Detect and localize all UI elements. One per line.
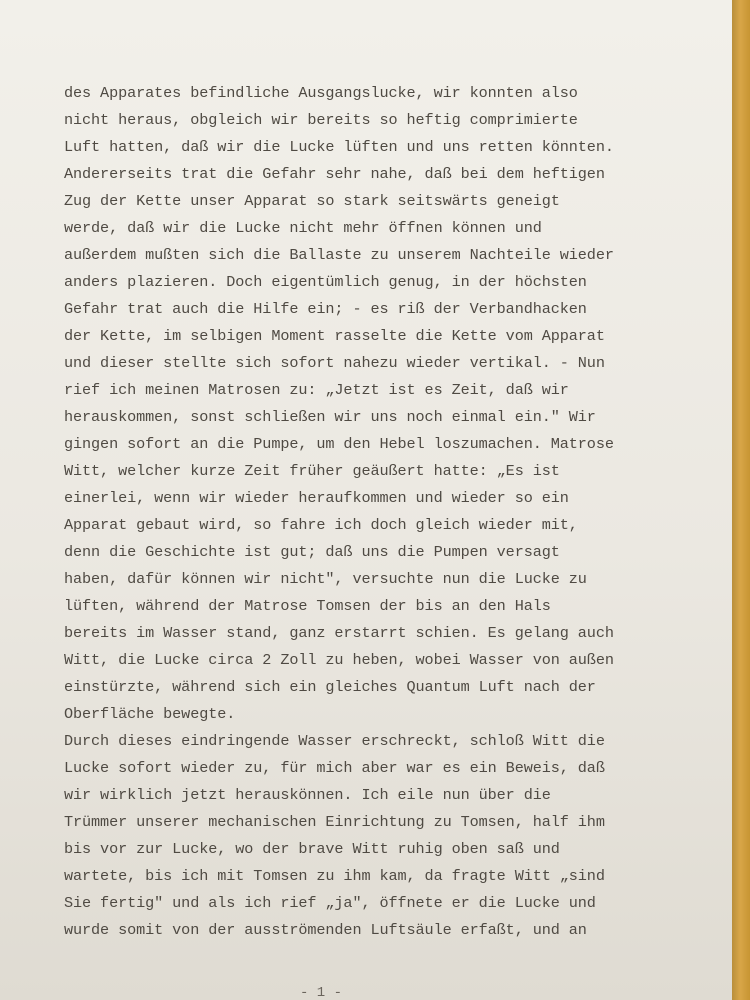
text-line: lüften, während der Matrose Tomsen der bis an den Hals <box>64 597 551 615</box>
text-line: bereits im Wasser stand, ganz erstarrt schien. Es gelang auch <box>64 624 614 642</box>
text-line: außerdem mußten sich die Ballaste zu unserem Nachteile wieder <box>64 246 614 264</box>
text-line: denn die Geschichte ist gut; daß uns die Pumpen versagt <box>64 543 560 561</box>
text-line: nicht heraus, obgleich wir bereits so heftig comprimierte <box>64 111 578 129</box>
text-line: des Apparates befindliche Ausgangslucke, wir konnten also <box>64 84 578 102</box>
text-line: Trümmer unserer mechanischen Einrichtung zu Tomsen, half ihm <box>64 813 605 831</box>
text-line: wartete, bis ich mit Tomsen zu ihm kam, da fragte Witt „sind <box>64 867 605 885</box>
typed-text-body <box>64 80 724 944</box>
text-line: Luft hatten, daß wir die Lucke lüften und uns retten könnten. <box>64 138 614 156</box>
text-line: Lucke sofort wieder zu, für mich aber war es ein Beweis, daß <box>64 759 605 777</box>
text-line: Andererseits trat die Gefahr sehr nahe, daß bei dem heftigen <box>64 165 605 183</box>
text-line: wir wirklich jetzt herauskönnen. Ich eile nun über die <box>64 786 551 804</box>
text-line: und dieser stellte sich sofort nahezu wieder vertikal. - Nun <box>64 354 605 372</box>
text-line: Witt, welcher kurze Zeit früher geäußert hatte: „Es ist <box>64 462 560 480</box>
text-line: Sie fertig" und als ich rief „ja", öffnete er die Lucke und <box>64 894 596 912</box>
text-line: bis vor zur Lucke, wo der brave Witt ruhig oben saß und <box>64 840 560 858</box>
text-line: wurde somit von der ausströmenden Luftsäule erfaßt, und an <box>64 921 587 939</box>
text-line: Oberfläche bewegte. <box>64 705 236 723</box>
text-line: Apparat gebaut wird, so fahre ich doch gleich wieder mit, <box>64 516 578 534</box>
text-line: Durch dieses eindringende Wasser erschreckt, schloß Witt die <box>64 732 605 750</box>
text-line: anders plazieren. Doch eigentümlich genug, in der höchsten <box>64 273 587 291</box>
text-line: der Kette, im selbigen Moment rasselte die Kette vom Apparat <box>64 327 605 345</box>
text-line: herauskommen, sonst schließen wir uns noch einmal ein." Wir <box>64 408 596 426</box>
text-line: Gefahr trat auch die Hilfe ein; - es riß der Verbandhacken <box>64 300 587 318</box>
text-line: werde, daß wir die Lucke nicht mehr öffnen können und <box>64 219 542 237</box>
text-line: Zug der Kette unser Apparat so stark seitswärts geneigt <box>64 192 560 210</box>
background-edge <box>732 0 750 1000</box>
text-line: Witt, die Lucke circa 2 Zoll zu heben, wobei Wasser von außen <box>64 651 614 669</box>
page-number: - 1 - <box>300 985 343 1000</box>
text-line: haben, dafür können wir nicht", versuchte nun die Lucke zu <box>64 570 587 588</box>
text-line: einerlei, wenn wir wieder heraufkommen und wieder so ein <box>64 489 569 507</box>
text-line: rief ich meinen Matrosen zu: „Jetzt ist es Zeit, daß wir <box>64 381 569 399</box>
text-line: einstürzte, während sich ein gleiches Quantum Luft nach der <box>64 678 596 696</box>
text-line: gingen sofort an die Pumpe, um den Hebel loszumachen. Matrose <box>64 435 614 453</box>
